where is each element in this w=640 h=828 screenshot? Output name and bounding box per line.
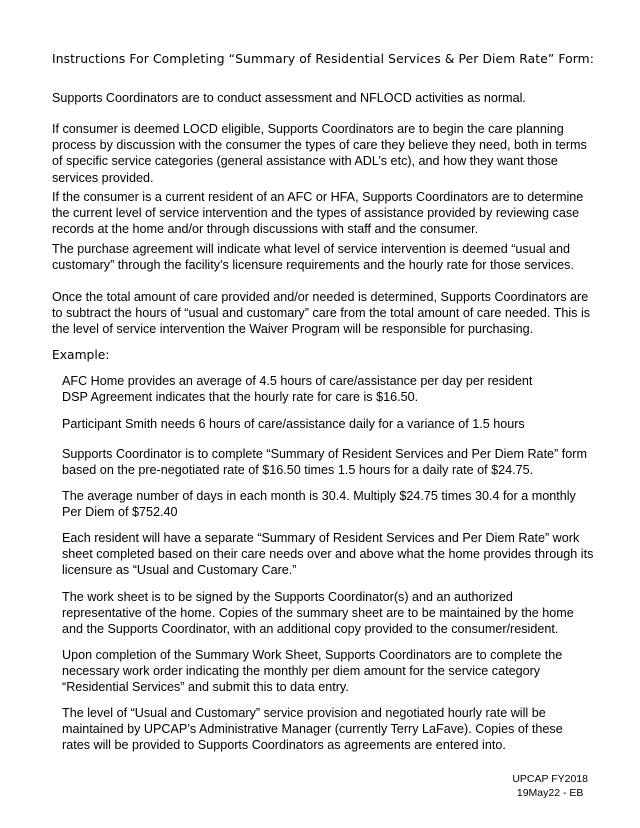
paragraph-purchase-agreement: The purchase agreement will indicate what level of service intervention is deemed “usual and customary” through the facility’s licensure requirements and the hourly rate for those services. (52, 242, 574, 273)
footer-stamp (512, 772, 588, 800)
example-work-order: Upon completion of the Summary Work Sheet, Supports Coordinators are to complete the necessary work order indicating the monthly per diem amount for the service category “Residential Services” and submit this to data entry. (62, 648, 563, 695)
example-separate-worksheet: Each resident will have a separate “Summary of Resident Services and Per Diem Rate” work sheet completed based on their care needs over and above what the home provides through its licensure as “Usual and Customary Care.” (62, 531, 594, 578)
paragraph-total-care: Once the total amount of care provided and/or needed is determined, Supports Coordinators are to subtract the hours of “usual and customary” care from the total amount of care needed. This is the level of service intervention the Waiver Program will be responsible for purchasing. (52, 290, 591, 337)
example-signature: The work sheet is to be signed by the Supports Coordinator(s) and an authorized representative of the home. Copies of the summary sheet are to be maintained by the home and the Supports Coordinator, with an additional copy provided to the consumer/resident. (62, 590, 574, 637)
example-usual-customary: The level of “Usual and Customary” service provision and negotiated hourly rate will be maintained by UPCAP’s Administrative Manager (currently Terry LaFave). Copies of these rates will be provided to Supports Coordinators as agreements are entered into. (62, 706, 563, 753)
document-title: Instructions For Completing “Summary of Residential Services & Per Diem Rate” Form: (52, 52, 594, 66)
paragraph-current-resident: If the consumer is a current resident of an AFC or HFA, Supports Coordinators are to determine the current level of service intervention and the types of assistance provided by reviewing case records at the home and/or through discussions with staff and the consumer. (52, 190, 584, 237)
paragraph-care-planning: If consumer is deemed LOCD eligible, Supports Coordinators are to begin the care planning process by discussion with the consumer the types of care they believe they need, both in terms of specific service categories (general assistance with ADL’s etc), and how they want those services provided. (52, 122, 587, 185)
footer-line-1: UPCAP FY2018 (512, 773, 588, 785)
footer-line-2: 19May22 - EB (516, 787, 584, 799)
example-label: Example: (52, 348, 110, 362)
paragraph-assessment: Supports Coordinators are to conduct assessment and NFLOCD activities as normal. (52, 91, 526, 105)
example-afc-home: AFC Home provides an average of 4.5 hours of care/assistance per day per resident DSP Agreement indicates that the hourly rate for care is $16.50. (62, 374, 533, 405)
example-participant: Participant Smith needs 6 hours of care/assistance daily for a variance of 1.5 hours (62, 417, 525, 431)
example-monthly-per-diem: The average number of days in each month is 30.4. Multiply $24.75 times 30.4 for a monthly Per Diem of $752.40 (62, 489, 576, 520)
example-complete-form: Supports Coordinator is to complete “Summary of Resident Services and Per Diem Rate” form based on the pre-negotiated rate of $16.50 times 1.5 hours for a daily rate of $24.75. (62, 447, 587, 478)
